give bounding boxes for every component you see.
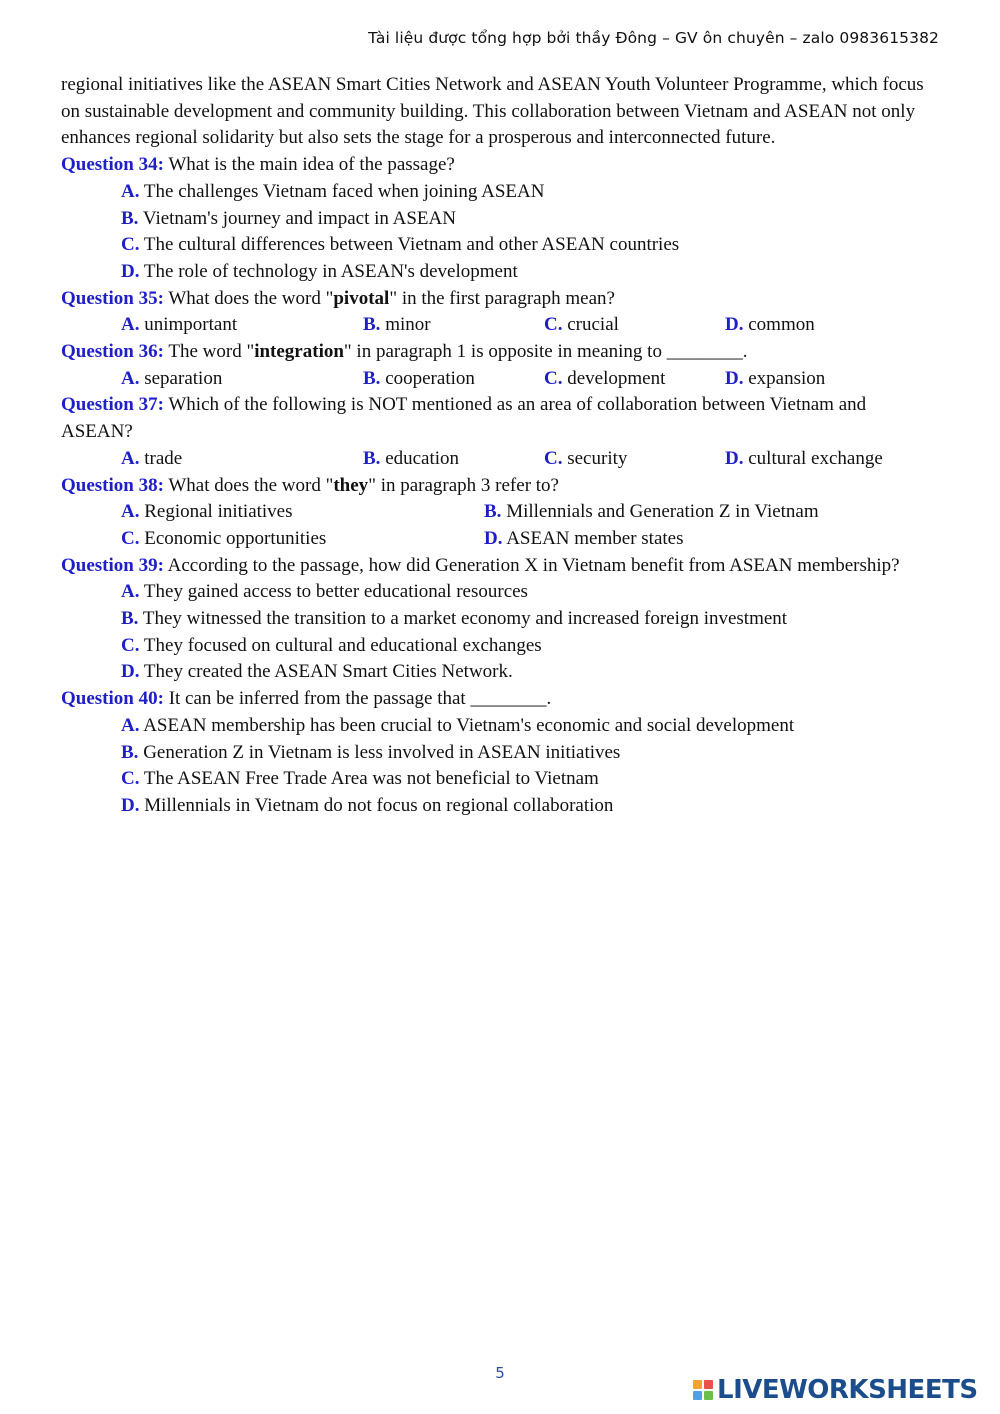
option-a[interactable]: A. Regional initiatives [121, 501, 293, 523]
option-a[interactable]: A. trade [121, 447, 183, 469]
page-number: 5 [495, 1364, 505, 1382]
option-d[interactable]: D. The role of technology in ASEAN's development [121, 260, 518, 282]
question-label: Question 37: [61, 394, 164, 416]
question-text: What is the main idea of the passage? [168, 154, 455, 176]
question-text: Which of the following is NOT mentioned as an area of collaboration between Vietnam and ASEAN? [61, 394, 867, 443]
option-c[interactable]: C. The ASEAN Free Trade Area was not beneficial to Vietnam [121, 768, 599, 790]
key-word: they [333, 474, 369, 496]
question-40 [61, 686, 941, 713]
question-label: Question 40: [61, 688, 164, 710]
option-d[interactable]: D. Millennials in Vietnam do not focus on regional collaboration [121, 794, 614, 816]
question-label: Question 34: [61, 154, 164, 176]
key-word: integration [254, 341, 344, 363]
option-a[interactable]: A. The challenges Vietnam faced when joining ASEAN [121, 180, 545, 202]
option-c[interactable]: C. security [544, 447, 628, 469]
question-label: Question 39: [61, 554, 164, 576]
question-37 [61, 392, 941, 445]
question-label: Question 35: [61, 287, 164, 309]
option-b[interactable]: B. Millennials and Generation Z in Vietnam [484, 501, 819, 523]
option-a[interactable]: A. ASEAN membership has been crucial to Vietnam's economic and social development [121, 714, 795, 736]
option-b[interactable]: B. cooperation [363, 367, 475, 389]
options-row [61, 312, 941, 339]
question-text: According to the passage, how did Generation X in Vietnam benefit from ASEAN membership? [167, 554, 900, 576]
question-39 [61, 553, 941, 580]
option-c[interactable]: C. development [544, 367, 666, 389]
option-c[interactable]: C. Economic opportunities [121, 527, 327, 549]
options-row [61, 526, 941, 553]
page-header: Tài liệu được tổng hợp bởi thầy Đông – GV ôn chuyên – zalo 0983615382 [368, 29, 939, 47]
option-d[interactable]: D. expansion [725, 367, 826, 389]
logo-grid-icon [693, 1380, 713, 1400]
question-36: Question 36: The word "integration" in paragraph 1 is opposite in meaning to ________. [61, 341, 748, 363]
options-row [61, 366, 941, 393]
question-38: Question 38: What does the word "they" in paragraph 3 refer to? [61, 474, 559, 496]
option-a[interactable]: A. They gained access to better educational resources [121, 581, 528, 603]
key-word: pivotal [333, 287, 390, 309]
option-b[interactable]: B. education [363, 447, 460, 469]
option-a[interactable]: A. separation [121, 367, 223, 389]
option-d[interactable]: D. ASEAN member states [484, 527, 684, 549]
logo-text: LIVEWORKSHEETS [717, 1375, 978, 1405]
liveworksheets-logo[interactable] [693, 1374, 978, 1406]
option-c[interactable]: C. crucial [544, 314, 619, 336]
options-row [61, 499, 941, 526]
options-row [61, 446, 941, 473]
option-b[interactable]: B. Vietnam's journey and impact in ASEAN [121, 207, 456, 229]
option-c[interactable]: C. They focused on cultural and educational exchanges [121, 634, 542, 656]
option-d[interactable]: D. cultural exchange [725, 447, 883, 469]
option-b[interactable]: B. Generation Z in Vietnam is less involved in ASEAN initiatives [121, 741, 621, 763]
option-b[interactable]: B. They witnessed the transition to a market economy and increased foreign investment [121, 608, 788, 630]
question-label: Question 36: [61, 341, 164, 363]
passage-excerpt: regional initiatives like the ASEAN Smart Cities Network and ASEAN Youth Volunteer Programme, which focus on sustainable development and community building. This collaboration between Vietnam and ASEAN not only enhances regional solidarity but also sets the stage for a prosperous and interconnected future. [61, 74, 924, 149]
option-c[interactable]: C. The cultural differences between Vietnam and other ASEAN countries [121, 234, 680, 256]
worksheet-content [61, 72, 941, 820]
option-a[interactable]: A. unimportant [121, 314, 238, 336]
question-35: Question 35: What does the word "pivotal" in the first paragraph mean? [61, 287, 615, 309]
option-d[interactable]: D. common [725, 314, 815, 336]
option-d[interactable]: D. They created the ASEAN Smart Cities Network. [121, 661, 513, 683]
question-text: It can be inferred from the passage that ________. [168, 688, 552, 710]
option-b[interactable]: B. minor [363, 314, 431, 336]
question-34 [61, 152, 941, 179]
question-label: Question 38: [61, 474, 164, 496]
